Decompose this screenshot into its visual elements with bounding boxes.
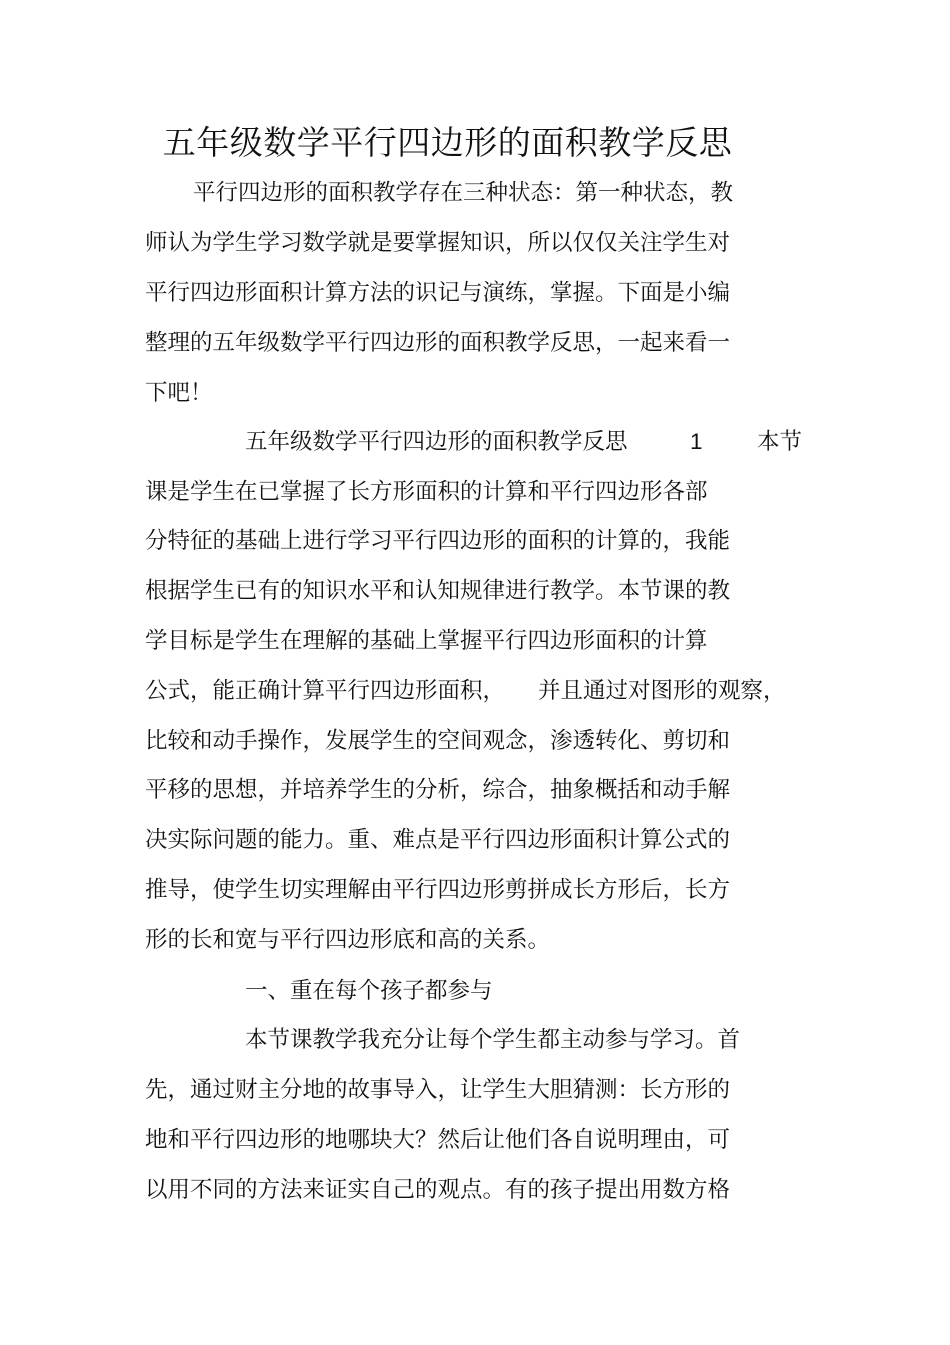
section-heading-title: 五年级数学平行四边形的面积教学反思 <box>245 429 628 455</box>
intro-line: 下吧！ <box>145 380 213 406</box>
body-line: 以用不同的方法来证实自己的观点。有的孩子提出用数方格 <box>145 1177 731 1203</box>
body-line: 比较和动手操作，发展学生的空间观念，渗透转化、剪切和 <box>145 728 731 754</box>
intro-line: 平行四边形的面积教学存在三种状态：第一种状态，教 <box>193 180 734 206</box>
body-line: 本节课教学我充分让每个学生都主动参与学习。首 <box>245 1027 741 1053</box>
intro-line: 平行四边形面积计算方法的识记与演练，掌握。下面是小编 <box>145 280 731 306</box>
body-line: 形的长和宽与平行四边形底和高的关系。 <box>145 927 551 953</box>
section-heading-number: 1 <box>690 429 703 454</box>
body-line: 平移的思想，并培养学生的分析，综合，抽象概括和动手解 <box>145 777 731 803</box>
body-line: 课是学生在已掌握了长方形面积的计算和平行四边形各部 <box>145 479 708 505</box>
body-line: 学目标是学生在理解的基础上掌握平行四边形面积的计算 <box>145 628 708 654</box>
body-line: 决实际问题的能力。重、难点是平行四边形面积计算公式的 <box>145 827 731 853</box>
intro-line: 师认为学生学习数学就是要掌握知识，所以仅仅关注学生对 <box>145 230 731 256</box>
document-title: 五年级数学平行四边形的面积教学反思 <box>162 123 733 162</box>
intro-line: 整理的五年级数学平行四边形的面积教学反思，一起来看一 <box>145 330 731 356</box>
body-line: 地和平行四边形的地哪块大？然后让他们各自说明理由，可 <box>145 1127 731 1153</box>
body-line-continuation: 并且通过对图形的观察， <box>538 678 786 704</box>
body-line: 推导，使学生切实理解由平行四边形剪拼成长方形后，长方 <box>145 877 731 903</box>
subheading: 一、重在每个孩子都参与 <box>245 978 493 1004</box>
body-line: 根据学生已有的知识水平和认知规律进行教学。本节课的教 <box>145 578 731 604</box>
body-line: 分特征的基础上进行学习平行四边形的面积的计算的，我能 <box>145 528 731 554</box>
section-heading-lead: 本节 <box>757 429 803 455</box>
body-line: 先，通过财主分地的故事导入，让学生大胆猜测：长方形的 <box>145 1077 731 1103</box>
body-line: 公式，能正确计算平行四边形面积， <box>145 678 506 704</box>
